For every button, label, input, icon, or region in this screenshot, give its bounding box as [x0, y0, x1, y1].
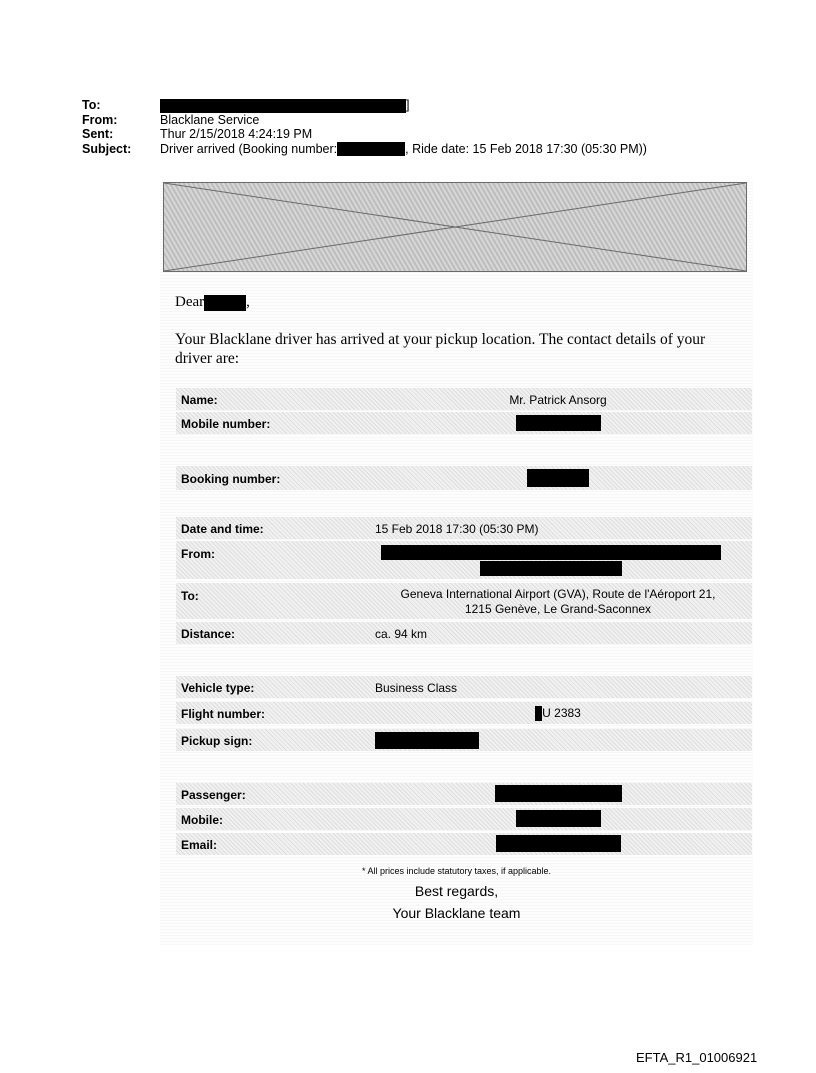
name-value: Mr. Patrick Ansorg: [509, 393, 607, 407]
booking-value: [370, 469, 746, 487]
to-label: To:: [82, 98, 101, 112]
redaction-bar: [527, 469, 589, 487]
detail-row-name: [176, 388, 752, 410]
detail-row-passenger: [176, 783, 752, 805]
mobile-label: Mobile:: [181, 813, 223, 827]
missing-image-placeholder: [163, 182, 747, 272]
redaction-bar: [516, 810, 601, 827]
datetime-label: Date and time:: [181, 522, 264, 536]
detail-row-mobile-number: [176, 412, 752, 434]
redaction-bar: [337, 142, 405, 156]
detail-row-vehicle: [176, 676, 752, 698]
redaction-bar: [381, 545, 721, 560]
to-value: [160, 98, 409, 113]
distance-value: ca. 94 km: [375, 627, 428, 641]
detail-row-distance: [176, 622, 752, 644]
detail-row-flight: [176, 702, 752, 724]
from-label: From:: [82, 112, 118, 127]
passenger-value: [370, 785, 746, 802]
subject-prefix: Driver arrived (Booking number:: [160, 141, 338, 156]
detail-row-mobile: [176, 808, 752, 830]
distance-label: Distance:: [181, 627, 236, 641]
mobile-number-value: [370, 415, 746, 431]
greeting-end: ,: [246, 294, 250, 310]
greeting: [175, 294, 250, 311]
email-body: [160, 180, 753, 945]
detail-row-email: [176, 833, 752, 855]
detail-row-to: [176, 583, 752, 619]
redaction-bar: [204, 295, 246, 311]
sent-value: Thur 2/15/2018 4:24:19 PM: [160, 127, 313, 141]
greeting-text: Dear: [175, 294, 205, 310]
redaction-bar: [480, 561, 622, 576]
redaction-bar: [496, 835, 621, 852]
detail-row-pickup-sign: [176, 729, 752, 751]
to-label: To:: [181, 589, 199, 603]
tax-note: * All prices include statutory taxes, if applicable.: [361, 866, 552, 876]
redaction-bar: [375, 732, 479, 749]
document-id: EFTA_R1_01006921: [636, 1050, 758, 1065]
detail-row-from: [176, 541, 752, 579]
detail-row-booking: [176, 466, 752, 490]
to-value-line1: Geneva International Airport (GVA), Route de l'Aéroport 21,: [400, 587, 716, 601]
broken-image-icon: [164, 183, 746, 271]
passenger-label: Passenger:: [181, 788, 246, 802]
email-value: [370, 835, 746, 852]
signature: Your Blacklane team: [392, 905, 521, 921]
vehicle-value: Business Class: [375, 681, 458, 695]
sign-off: Best regards,: [414, 883, 499, 899]
mobile-value: [370, 810, 746, 827]
detail-row-datetime: [176, 517, 752, 539]
booking-label: Booking number:: [181, 472, 281, 486]
subject-value: [160, 142, 647, 157]
subject-suffix: , Ride date: 15 Feb 2018 17:30 (05:30 PM)): [405, 141, 647, 156]
to-value-line2: 1215 Genève, Le Grand-Saconnex: [464, 602, 652, 616]
redaction-bar: [160, 99, 406, 113]
to-suffix: ]: [406, 98, 410, 112]
redaction-bar: [516, 415, 601, 431]
name-label: Name:: [181, 393, 218, 407]
redaction-bar: [495, 785, 622, 802]
email-label: Email:: [181, 838, 218, 852]
flight-value: [370, 706, 746, 721]
from-label: From:: [181, 547, 215, 561]
flight-number-text: U 2383: [542, 706, 581, 720]
from-value: Blacklane Service: [160, 112, 260, 127]
subject-label: Subject:: [82, 141, 132, 156]
vehicle-label: Vehicle type:: [181, 681, 255, 695]
pickup-sign-label: Pickup sign:: [181, 734, 253, 748]
datetime-value: 15 Feb 2018 17:30 (05:30 PM): [375, 522, 539, 536]
intro-paragraph: Your Blacklane driver has arrived at your pickup location. The contact details of your driver are:: [175, 331, 706, 367]
flight-label: Flight number:: [181, 707, 265, 721]
mobile-number-label: Mobile number:: [181, 417, 271, 431]
sent-label: Sent:: [82, 127, 114, 141]
